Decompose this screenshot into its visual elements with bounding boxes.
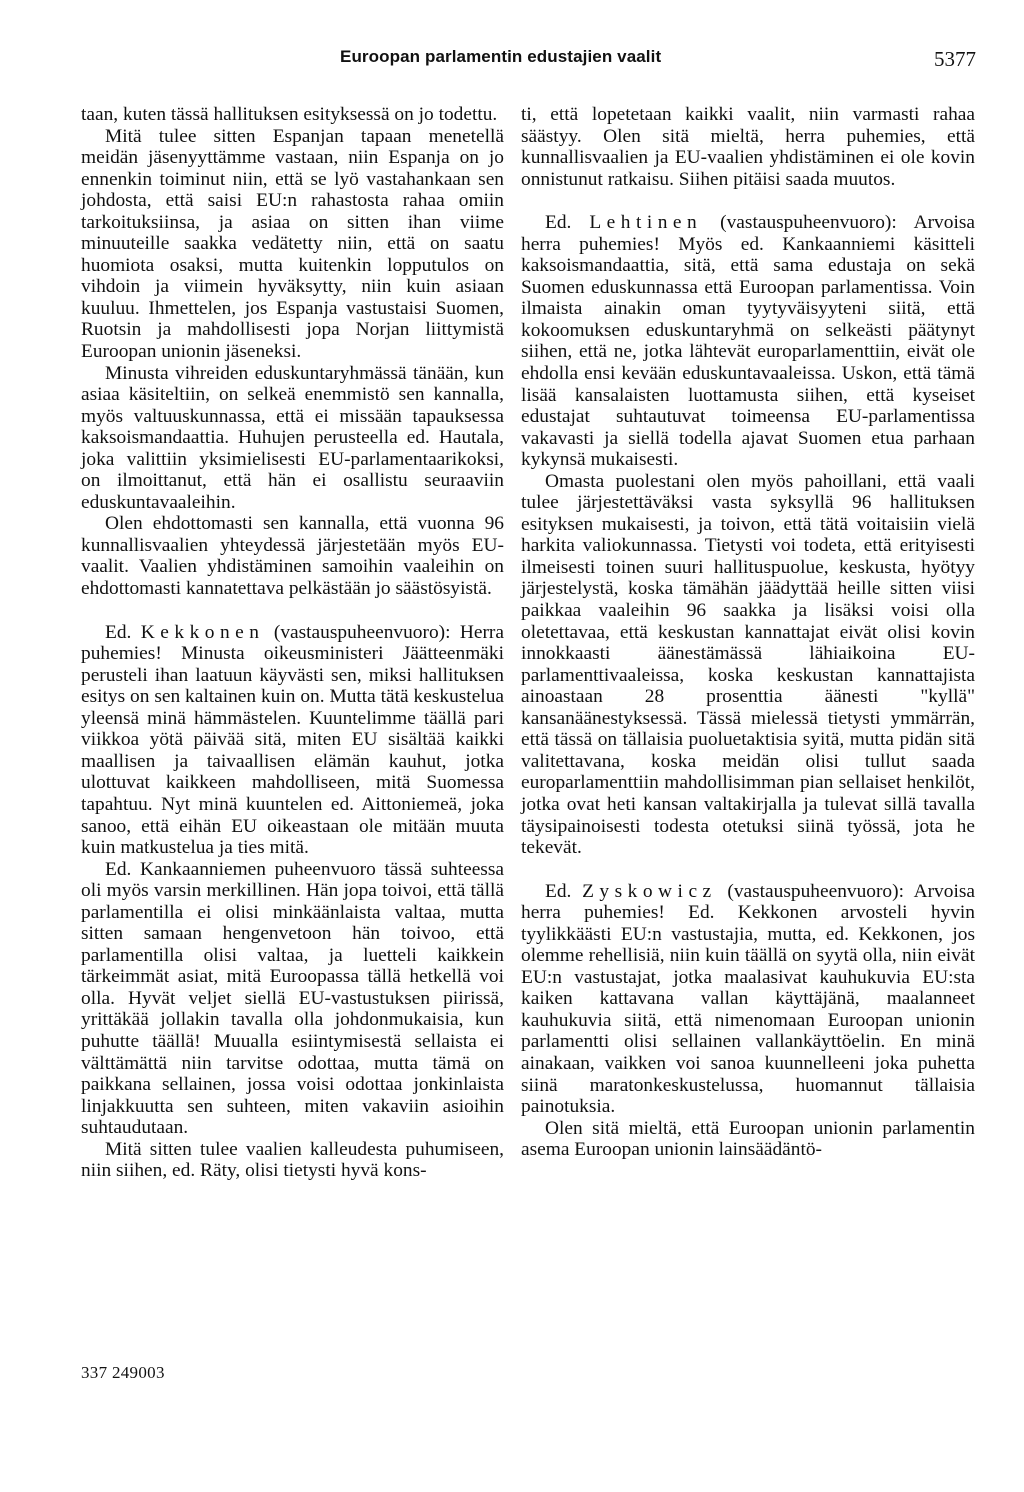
speech-text: (vastauspuheenvuoro): Arvoisa herra puhemies! Ed. Kekkonen arvosteli hyvin tyylikkäästi EU:n vastustajia, mutta, ed. Kekkonen, jos olemme rehellisiä, niin kuin täällä on syytä olla, niin eivät EU:n vastustajat, jotka maalasivat kauhukuvia EU:sta kaiken kattavana vallan käyttäjänä, maalanneet kauhukuvia siitä, että nimenomaan Euroopan unionin parlamentti olisi sellainen vallankäyttöelin. En minä ainakaan, vaikken voi sanoa kuunnelleeni joka puhetta siinä maratonkeskustelussa, huomannut tällaisia painotuksia. (521, 880, 975, 1118)
paragraph: Minusta vihreiden eduskuntaryhmässä tänään, kun asiaa käsiteltiin, on selkeä enemmistö sen kannalla, myös valtuuskunnassa, että ei missään tapauksessa kaksoismandaattia. Huhujen perusteella ed. Hautala, joka valittiin yksimielisesti EU-parlamentaarikoksi, on ilmoittanut, että hän ei osallistu seuraaviin eduskuntavaaleihin. (81, 362, 504, 513)
speech-prefix: Ed. (545, 880, 583, 902)
left-column (81, 104, 504, 1182)
speech-text: (vastauspuheenvuoro): Herra puhemies! Minusta oikeusministeri Jäätteenmäki perusteli ihan laatuun käyvästi sen, miksi hallituksen esitys on sen kaltainen kuin on. Mutta tätä keskustelua yleensä minä hämmästelen. Kuuntelimme täällä pari viikkoa yötä päivää sitä, miten EU sisältää kaikki maallisen ja taivaallisen elämän kauhut, jotka ulottuvat kaikkeen mahdolliseen, mitä Suomessa tapahtuu. Nyt minä kuuntelen ed. Aittoniemeä, joka sanoo, että eihän EU oikeastaan ole mitään muuta kuin matkustelua ja ties mitä. (81, 621, 504, 859)
speech-prefix: Ed. (105, 621, 141, 643)
speaker-name: Lehtinen (589, 212, 703, 234)
footer-print-code: 337 249003 (81, 1363, 165, 1382)
speech-prefix: Ed. (545, 212, 590, 234)
paragraph: taan, kuten tässä hallituksen esityksessä on jo todettu. (81, 104, 498, 125)
speech-lehtinen (521, 212, 975, 471)
paragraph: ti, että lopetetaan kaikki vaalit, niin varmasti rahaa säästyy. Olen sitä mieltä, herra puhemies, että kunnallisvaalien ja EU-vaalien yhdistäminen ei ole kovin onnistunut ratkaisu. Siihen pitäisi saada muutos. (521, 104, 975, 190)
paragraph: Omasta puolestani olen myös pahoillani, että vaali tulee järjestettäväksi vasta syksyllä 96 hallituksen esityksen mukaisesti, ja toivon, että tätä voitaisiin vielä harkita valiokunnassa. Tietysti voi todeta, että erityisesti ilmeisesti toinen suuri hallituspuolue, keskusta, hyötyy järjestelystä, koska tämähän jäädyttää heille sitten viisi paikkaa vaaleihin 96 saakka ja lisäksi voisi olla oletettavaa, että keskustan kannattajat eivät olisi kovin innokkaasti äänestämässä lähiaikoina EU-parlamenttivaaleissa, koska keskustan kannattajista ainoastaan 28 prosenttia äänesti "kyllä" kansanäänestyksessä. Tässä mielessä tietysti ymmärrän, että tässä on tällaisia puoluetaktisia syitä, mutta pidän sitä valitettavana, koska meidän olisi tullut saada europarlamenttiin mahdollisimman pian sellaiset henkilöt, jotka ovat heti kansan valtakirjalla ja tulevat sillä tavalla täysipainoisesti todesta otetuksi siinä työssä, jota he tekevät. (521, 470, 975, 859)
paragraph: Mitä sitten tulee vaalien kalleudesta puhumiseen, niin siihen, ed. Räty, olisi tietysti hyvä kons- (81, 1138, 504, 1182)
paragraph: Mitä tulee sitten Espanjan tapaan menetellä meidän jäsenyyttämme vastaan, niin Espanja on jo ennenkin toiminut niin, että se lyö vastahankaan sen johdosta, että saisi EU:n rahastosta rahaa omiin tarkoituksiinsa, ja asiaa on sitten ihan viime minuuteille saakka vedätetty niin, että on saatu huomiota osaksi, mutta kuitenkin lopputulos on vihdoin ja viimein hyväksytty, niin kuin asiaan kuuluu. Ihmettelen, jos Espanja vastustaisi Suomen, Ruotsin ja mahdollisesti jopa Norjan liittymistä Euroopan unionin jäseneksi. (81, 125, 504, 363)
speaker-name: Kekkonen (140, 621, 265, 643)
speaker-name: Zyskowicz (582, 880, 717, 902)
speech-kekkonen (81, 622, 504, 859)
speech-zyskowicz (521, 881, 975, 1118)
page-number: 5377 (934, 47, 976, 71)
paragraph: Olen ehdottomasti sen kannalla, että vuonna 96 kunnallisvaalien yhteydessä järjestetään myös EU-vaalit. Vaalien yhdistäminen samoihin vaaleihin on ehdottomasti kannatettava pelkästään jo säästösyistä. (81, 513, 504, 600)
speech-text: (vastauspuheenvuoro): Arvoisa herra puhemies! Myös ed. Kankaanniemi käsitteli kaksoismandaattia, sitä, että sama edustaja on sekä Suomen eduskunnassa että Euroopan parlamentissa. Voin ilmaista ainakin oman tyytyväisyyteni siitä, että kokoomuksen eduskuntaryhmä on selkeästi päätynyt siihen, että ne, jotka lähtevät europarlamenttiin, eivät ole ehdolla ensi kevään eduskuntavaaleissa. Uskon, että tämä lisää kansalaisten luottamusta siihen, että kyseiset edustajat suhtautuvat toimeensa EU-parlamentissa vakavasti ja siellä todella ajavat Suomen etua parhaan kykynsä mukaisesti. (521, 212, 975, 471)
paragraph: Olen sitä mieltä, että Euroopan unionin parlamentin asema Euroopan unionin lainsäädäntö- (521, 1117, 975, 1161)
running-header-title: Euroopan parlamentin edustajien vaalit (340, 47, 662, 66)
paragraph: Ed. Kankaanniemen puheenvuoro tässä suhteessa oli myös varsin merkillinen. Hän jopa toivoi, että tällä parlamentilla ei olisi minkäänlaista valtaa, mutta sitten samaan hengenvetoon hän toivoo, että parlamentilla olisi valtaa, ja luetteli kaikkein tärkeimmät asiat, mitä Euroopassa tällä hetkellä voi olla. Hyvät veljet siellä EU-vastustuksen piirissä, yrittäkää jollakin tavalla olla johdonmukaisia, kun puhutte täällä! Muualla esiintymisestä sellaista ei välttämättä niin tarvitse odottaa, mutta tämä on paikkana sellainen, jossa voisi odottaa jonkinlaista linjakkuutta sen suhteen, miten vakaviin asioihin suhtaudutaan. (81, 858, 504, 1139)
right-column (521, 104, 975, 1161)
